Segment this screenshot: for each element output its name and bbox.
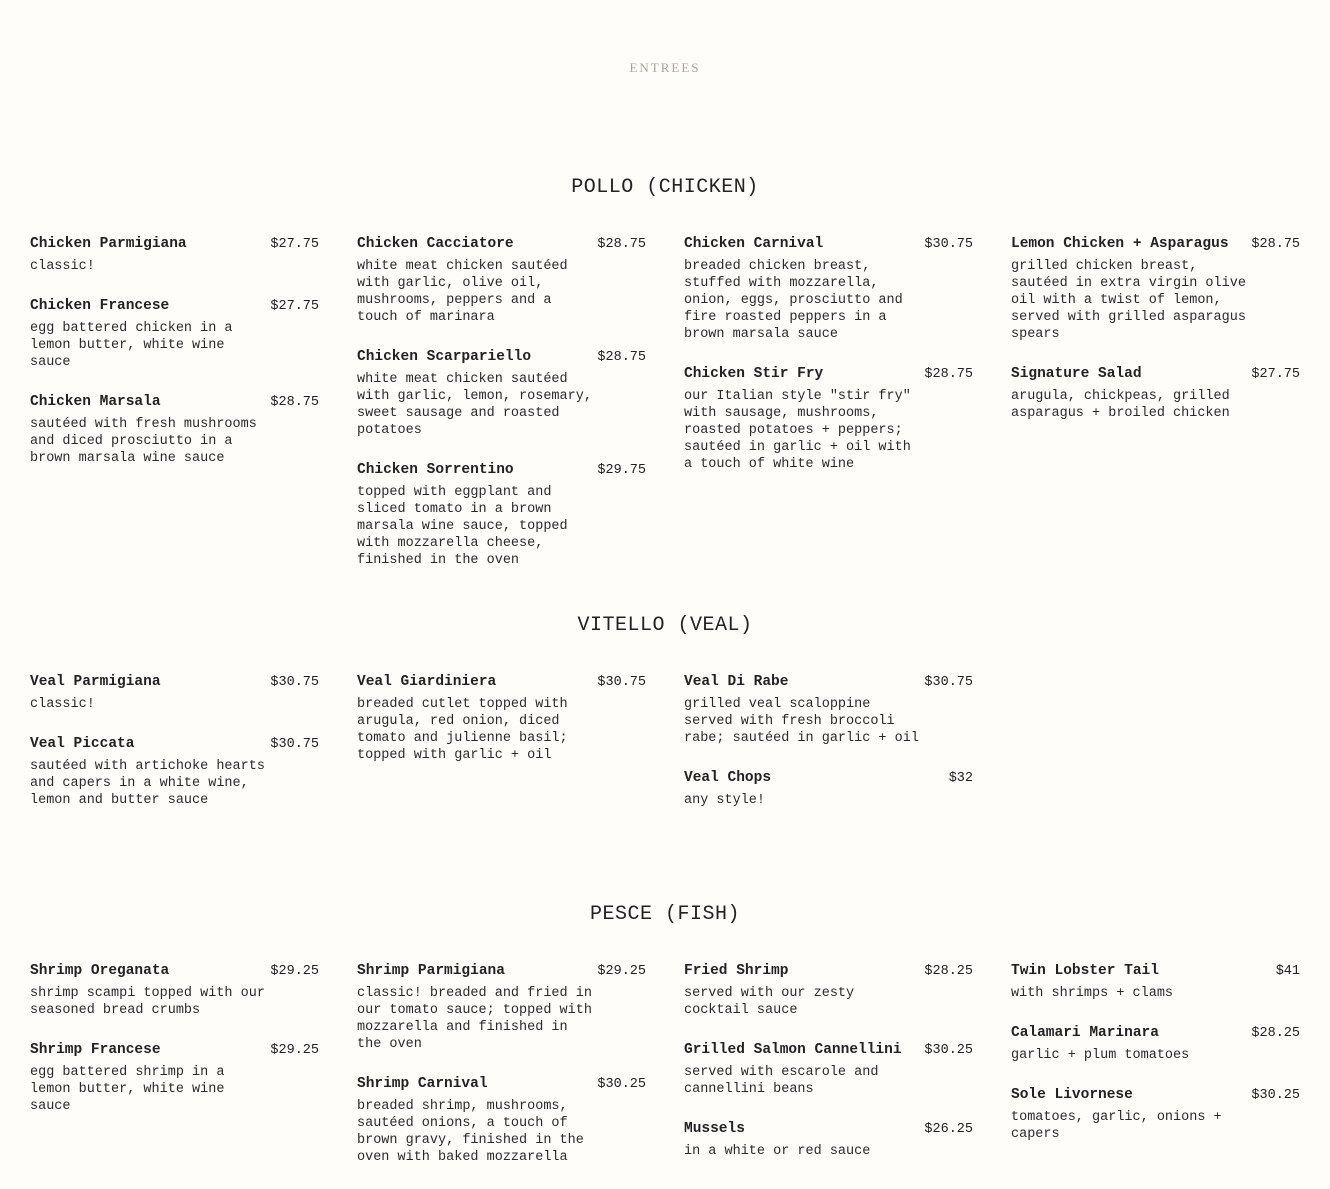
menu-item-price: $30.75 [924,675,973,690]
menu-item-header [357,236,646,256]
menu-item-header [357,963,646,983]
menu-item [30,394,319,467]
menu-item-header [30,1042,319,1062]
menu-item-header [357,674,646,694]
menu-item-header [30,963,319,983]
menu-item-name: Chicken Francese [30,298,170,314]
menu-item [30,963,319,1019]
menu-item-description: grilled chicken breast, sautéed in extra virgin olive oil with a twist of lemon, served with grilled asparagus spears [1011,259,1246,342]
menu-item-header [357,1076,646,1096]
menu-item-name: Veal Parmigiana [30,674,161,690]
menu-column [30,674,319,832]
menu-item-price: $28.25 [924,964,973,979]
menu-item-description: classic! breaded and fried in our tomato sauce; topped with mozzarella and finished in the oven [357,986,592,1052]
menu-item-description: garlic + plum tomatoes [1011,1048,1190,1063]
menu-item-name: Sole Livornese [1011,1087,1133,1103]
section-title: VITELLO (VEAL) [577,614,753,637]
menu-column [684,963,973,1183]
menu-item-description: sautéed with fresh mushrooms and diced prosciutto in a brown marsala wine sauce [30,417,257,466]
menu-item-header [357,462,646,482]
menu-item-description: our Italian style "stir fry" with sausage, mushrooms, roasted potatoes + peppers; sautéed in garlic + oil with a touch of white wine [684,389,911,472]
menu-item-price: $30.25 [597,1077,646,1092]
menu-item [684,1042,973,1098]
menu-item [1011,963,1300,1002]
menu-item [30,236,319,275]
menu-item-price: $27.75 [270,237,319,252]
menu-item-name: Mussels [684,1121,745,1137]
menu-item-description: breaded shrimp, mushrooms, sautéed onions, a touch of brown gravy, finished in the oven with baked mozzarella [357,1099,584,1165]
menu-item-name: Signature Salad [1011,366,1142,382]
menu-column [684,674,973,832]
menu-item-description: white meat chicken sautéed with garlic, olive oil, mushrooms, peppers and a touch of marinara [357,259,568,325]
menu-item-name: Chicken Scarpariello [357,349,532,365]
menu-item-header [1011,1025,1300,1045]
menu-item-description: egg battered chicken in a lemon butter, white wine sauce [30,321,233,370]
menu-item [30,674,319,713]
menu-item-name: Twin Lobster Tail [1011,963,1159,979]
menu-item-header [684,1121,973,1141]
menu-item [1011,1087,1300,1143]
menu-item [1011,366,1300,422]
menu-item [684,1121,973,1160]
menu-item [30,1042,319,1115]
menu-item-price: $27.75 [1251,367,1300,382]
menu-item-description: breaded chicken breast, stuffed with mozzarella, onion, eggs, prosciutto and fire roasted peppers in a brown marsala sauce [684,259,903,342]
menu-item-name: Grilled Salmon Cannellini [684,1042,902,1058]
page-title: ENTREES [629,60,701,75]
menu-item-price: $29.25 [270,1043,319,1058]
menu-column [684,236,973,496]
menu-item-description: topped with eggplant and sliced tomato in a brown marsala wine sauce, topped with mozzarella cheese, finished in the oven [357,485,568,568]
menu-item-price: $28.75 [597,237,646,252]
menu-item-price: $30.25 [1251,1088,1300,1103]
menu-item-name: Fried Shrimp [684,963,789,979]
menu-item-name: Chicken Stir Fry [684,366,824,382]
menu-item-header [1011,236,1300,256]
menu-item-description: breaded cutlet topped with arugula, red onion, diced tomato and julienne basil; topped with garlic + oil [357,697,568,763]
menu-item-price: $30.75 [924,237,973,252]
menu-item-description: white meat chicken sautéed with garlic, lemon, rosemary, sweet sausage and roasted potatoes [357,372,592,438]
menu-item-price: $28.75 [924,367,973,382]
menu-item-header [30,736,319,756]
menu-item-price: $30.75 [270,737,319,752]
menu-column [30,963,319,1138]
menu-item-header [30,298,319,318]
menu-item-header [30,674,319,694]
menu-item-header [30,236,319,256]
menu-item-name: Shrimp Oreganata [30,963,170,979]
menu-item-description: arugula, chickpeas, grilled asparagus + broiled chicken [1011,389,1230,421]
menu-item-price: $30.75 [270,675,319,690]
menu-item [1011,1025,1300,1064]
menu-item-name: Veal Di Rabe [684,674,789,690]
menu-item [684,366,973,473]
menu-item-description: sautéed with artichoke hearts and capers in a white wine, lemon and butter sauce [30,759,265,808]
menu-item-description: classic! [30,259,95,274]
section-title: PESCE (FISH) [589,903,741,926]
menu-item-name: Shrimp Carnival [357,1076,488,1092]
menu-item [684,963,973,1019]
menu-item-header [684,1042,973,1062]
menu-column [357,674,646,787]
menu-item-description: served with escarole and cannellini beans [684,1065,879,1097]
menu-item-header [684,963,973,983]
menu-item-description: shrimp scampi topped with our seasoned bread crumbs [30,986,265,1018]
menu-item [357,236,646,326]
menu-item-name: Chicken Cacciatore [357,236,514,252]
menu-item-header [1011,963,1300,983]
menu-item-header [1011,1087,1300,1107]
menu-item [357,674,646,764]
menu-column [357,236,646,592]
menu-item-header [684,236,973,256]
menu-item-description: any style! [684,793,766,808]
menu-column [30,236,319,490]
menu-item [357,462,646,569]
menu-item-header [1011,366,1300,386]
menu-item-name: Chicken Sorrentino [357,462,514,478]
menu-item-price: $28.75 [270,395,319,410]
menu-item-name: Chicken Marsala [30,394,161,410]
menu-item-price: $29.75 [597,463,646,478]
menu-item-price: $30.75 [597,675,646,690]
menu-item [684,236,973,343]
menu-item-price: $27.75 [270,299,319,314]
menu-column [1011,236,1300,445]
menu-item-header [357,349,646,369]
menu-item [30,298,319,371]
menu-item-price: $30.25 [924,1043,973,1058]
menu-item-price: $28.25 [1251,1026,1300,1041]
menu-item-header [684,366,973,386]
menu-item-description: with shrimps + clams [1011,986,1174,1001]
menu-item-price: $26.25 [924,1122,973,1137]
menu-item-description: egg battered shrimp in a lemon butter, white wine sauce [30,1065,225,1114]
menu-item-price: $41 [1275,964,1300,979]
menu-item-name: Shrimp Francese [30,1042,161,1058]
menu-item-name: Calamari Marinara [1011,1025,1159,1041]
menu-item-price: $28.75 [1251,237,1300,252]
menu-column [1011,963,1300,1166]
menu-item-description: served with our zesty cocktail sauce [684,986,855,1018]
menu-item-name: Veal Piccata [30,736,135,752]
menu-item [684,770,973,809]
menu-item-name: Chicken Parmigiana [30,236,187,252]
menu-item [357,1076,646,1166]
menu-item-name: Shrimp Parmigiana [357,963,505,979]
menu-item-header [684,770,973,790]
section-title: POLLO (CHICKEN) [571,176,759,199]
menu-item [1011,236,1300,343]
menu-item-description: classic! [30,697,95,712]
menu-item [30,736,319,809]
menu-item-price: $29.25 [597,964,646,979]
menu-item-name: Veal Chops [684,770,772,786]
menu-column [357,963,646,1189]
menu-item-name: Lemon Chicken + Asparagus [1011,236,1229,252]
menu-item-header [30,394,319,414]
menu-item [684,674,973,747]
menu-item [357,349,646,439]
menu-item [357,963,646,1053]
menu-item-name: Veal Giardiniera [357,674,497,690]
menu-item-price: $32 [948,771,973,786]
menu-item-header [684,674,973,694]
menu-item-description: tomatoes, garlic, onions + capers [1011,1110,1222,1142]
menu-item-description: grilled veal scaloppine served with fresh broccoli rabe; sautéed in garlic + oil [684,697,919,746]
menu-item-name: Chicken Carnival [684,236,824,252]
menu-item-description: in a white or red sauce [684,1144,871,1159]
menu-item-price: $29.25 [270,964,319,979]
menu-item-price: $28.75 [597,350,646,365]
